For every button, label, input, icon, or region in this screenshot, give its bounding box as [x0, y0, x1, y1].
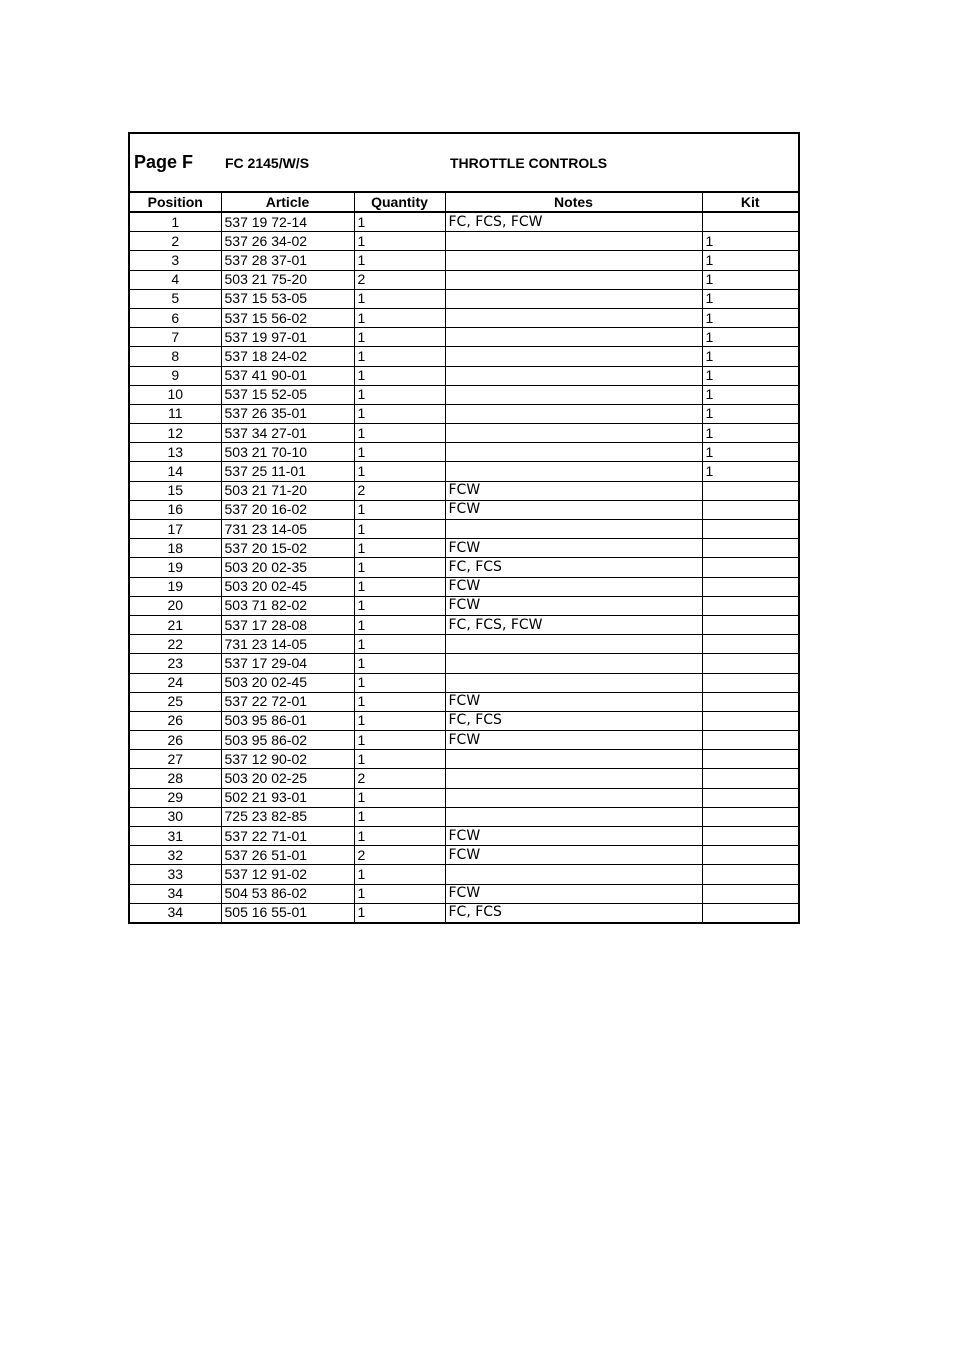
table-row [130, 807, 798, 826]
cell-article: 537 20 16-02 [221, 500, 354, 519]
table-row [130, 404, 798, 423]
table-row [130, 289, 798, 308]
cell-article: 537 19 97-01 [221, 328, 354, 347]
cell-kit [702, 500, 798, 519]
cell-kit [702, 654, 798, 673]
cell-article: 731 23 14-05 [221, 635, 354, 654]
cell-kit [702, 788, 798, 807]
table-row [130, 308, 798, 327]
cell-notes [445, 769, 702, 788]
parts-table-body [130, 212, 798, 922]
cell-kit [702, 865, 798, 884]
cell-position: 15 [130, 481, 221, 500]
cell-notes [445, 673, 702, 692]
cell-article: 503 21 71-20 [221, 481, 354, 500]
cell-quantity: 1 [354, 884, 445, 903]
cell-quantity: 1 [354, 308, 445, 327]
table-header-row [130, 193, 798, 212]
cell-position: 5 [130, 289, 221, 308]
cell-article: 537 41 90-01 [221, 366, 354, 385]
cell-notes [445, 807, 702, 826]
cell-kit [702, 827, 798, 846]
cell-position: 19 [130, 558, 221, 577]
cell-notes [445, 865, 702, 884]
table-row [130, 558, 798, 577]
cell-article: 537 26 51-01 [221, 846, 354, 865]
table-row [130, 232, 798, 251]
cell-article: 537 25 11-01 [221, 462, 354, 481]
cell-quantity: 2 [354, 270, 445, 289]
table-row [130, 615, 798, 634]
cell-notes [445, 635, 702, 654]
cell-position: 23 [130, 654, 221, 673]
cell-kit: 1 [702, 328, 798, 347]
cell-kit [702, 750, 798, 769]
cell-article: 537 15 56-02 [221, 308, 354, 327]
cell-quantity: 1 [354, 462, 445, 481]
cell-notes [445, 289, 702, 308]
cell-kit [702, 558, 798, 577]
cell-kit [702, 577, 798, 596]
cell-quantity: 1 [354, 750, 445, 769]
cell-kit: 1 [702, 462, 798, 481]
table-row [130, 366, 798, 385]
column-header-quantity: Quantity [354, 193, 445, 212]
cell-position: 12 [130, 424, 221, 443]
model-label: FC 2145/W/S [225, 155, 310, 171]
cell-article: 537 17 28-08 [221, 615, 354, 634]
table-row [130, 750, 798, 769]
cell-kit [702, 711, 798, 730]
cell-position: 13 [130, 443, 221, 462]
table-row [130, 865, 798, 884]
cell-notes [445, 366, 702, 385]
table-row [130, 462, 798, 481]
cell-article: 537 15 52-05 [221, 385, 354, 404]
cell-position: 32 [130, 846, 221, 865]
cell-kit [702, 481, 798, 500]
cell-position: 2 [130, 232, 221, 251]
cell-kit [702, 673, 798, 692]
cell-article: 537 34 27-01 [221, 424, 354, 443]
cell-quantity: 1 [354, 788, 445, 807]
cell-article: 537 17 29-04 [221, 654, 354, 673]
table-row [130, 251, 798, 270]
column-header-article: Article [221, 193, 354, 212]
table-row [130, 577, 798, 596]
cell-quantity: 1 [354, 500, 445, 519]
parts-table [130, 193, 798, 922]
cell-kit: 1 [702, 270, 798, 289]
cell-quantity: 1 [354, 635, 445, 654]
cell-position: 22 [130, 635, 221, 654]
cell-position: 6 [130, 308, 221, 327]
cell-article: 537 12 91-02 [221, 865, 354, 884]
table-row [130, 903, 798, 922]
cell-position: 25 [130, 692, 221, 711]
cell-position: 33 [130, 865, 221, 884]
cell-kit: 1 [702, 232, 798, 251]
cell-position: 31 [130, 827, 221, 846]
cell-notes: FCW [445, 500, 702, 519]
cell-article: 537 26 35-01 [221, 404, 354, 423]
table-row [130, 443, 798, 462]
cell-notes: FCW [445, 539, 702, 558]
cell-position: 19 [130, 577, 221, 596]
cell-kit: 1 [702, 404, 798, 423]
cell-quantity: 1 [354, 328, 445, 347]
table-row [130, 500, 798, 519]
cell-position: 34 [130, 903, 221, 922]
cell-kit [702, 539, 798, 558]
cell-position: 3 [130, 251, 221, 270]
page-label: Page F [134, 152, 194, 172]
cell-quantity: 2 [354, 846, 445, 865]
cell-article: 537 22 72-01 [221, 692, 354, 711]
cell-kit: 1 [702, 424, 798, 443]
table-row [130, 520, 798, 539]
cell-position: 18 [130, 539, 221, 558]
cell-position: 4 [130, 270, 221, 289]
parts-list-sheet [128, 132, 800, 924]
cell-kit [702, 635, 798, 654]
cell-article: 503 20 02-35 [221, 558, 354, 577]
cell-quantity: 1 [354, 251, 445, 270]
column-header-position: Position [130, 193, 221, 212]
cell-quantity: 2 [354, 481, 445, 500]
cell-article: 503 21 70-10 [221, 443, 354, 462]
table-row [130, 328, 798, 347]
cell-quantity: 1 [354, 865, 445, 884]
table-row [130, 769, 798, 788]
cell-kit [702, 846, 798, 865]
cell-position: 1 [130, 212, 221, 232]
cell-kit: 1 [702, 347, 798, 366]
cell-article: 504 53 86-02 [221, 884, 354, 903]
cell-position: 20 [130, 596, 221, 615]
cell-quantity: 1 [354, 385, 445, 404]
table-row [130, 673, 798, 692]
sheet-header [130, 134, 798, 193]
cell-kit [702, 731, 798, 750]
cell-notes: FC, FCS [445, 903, 702, 922]
table-row [130, 788, 798, 807]
table-row [130, 692, 798, 711]
cell-article: 731 23 14-05 [221, 520, 354, 539]
table-row [130, 635, 798, 654]
cell-quantity: 1 [354, 289, 445, 308]
cell-quantity: 1 [354, 520, 445, 539]
cell-notes [445, 520, 702, 539]
cell-kit [702, 807, 798, 826]
cell-notes [445, 385, 702, 404]
cell-article: 537 20 15-02 [221, 539, 354, 558]
table-row [130, 711, 798, 730]
cell-notes [445, 788, 702, 807]
cell-position: 16 [130, 500, 221, 519]
table-row [130, 481, 798, 500]
cell-position: 14 [130, 462, 221, 481]
cell-notes: FCW [445, 731, 702, 750]
table-row [130, 212, 798, 232]
cell-kit: 1 [702, 308, 798, 327]
table-row [130, 846, 798, 865]
cell-notes [445, 424, 702, 443]
cell-kit [702, 903, 798, 922]
table-row [130, 827, 798, 846]
cell-notes [445, 750, 702, 769]
cell-quantity: 1 [354, 424, 445, 443]
cell-notes: FCW [445, 692, 702, 711]
cell-kit [702, 615, 798, 634]
cell-position: 30 [130, 807, 221, 826]
cell-article: 725 23 82-85 [221, 807, 354, 826]
cell-quantity: 1 [354, 807, 445, 826]
table-row [130, 424, 798, 443]
cell-article: 537 22 71-01 [221, 827, 354, 846]
cell-notes [445, 462, 702, 481]
section-title: THROTTLE CONTROLS [450, 155, 608, 171]
cell-quantity: 1 [354, 654, 445, 673]
cell-article: 503 71 82-02 [221, 596, 354, 615]
cell-kit [702, 596, 798, 615]
cell-notes: FCW [445, 577, 702, 596]
cell-position: 17 [130, 520, 221, 539]
cell-quantity: 1 [354, 539, 445, 558]
cell-notes: FCW [445, 846, 702, 865]
cell-article: 503 20 02-45 [221, 673, 354, 692]
cell-notes: FCW [445, 884, 702, 903]
cell-notes [445, 308, 702, 327]
cell-quantity: 1 [354, 347, 445, 366]
cell-notes: FC, FCS [445, 711, 702, 730]
cell-notes: FCW [445, 481, 702, 500]
cell-position: 21 [130, 615, 221, 634]
cell-quantity: 2 [354, 769, 445, 788]
cell-notes: FC, FCS [445, 558, 702, 577]
table-row [130, 347, 798, 366]
cell-notes: FCW [445, 596, 702, 615]
cell-kit: 1 [702, 289, 798, 308]
cell-position: 7 [130, 328, 221, 347]
cell-notes: FCW [445, 827, 702, 846]
cell-quantity: 1 [354, 596, 445, 615]
cell-article: 503 21 75-20 [221, 270, 354, 289]
cell-position: 28 [130, 769, 221, 788]
cell-position: 26 [130, 731, 221, 750]
cell-article: 537 18 24-02 [221, 347, 354, 366]
cell-notes: FC, FCS, FCW [445, 615, 702, 634]
cell-notes [445, 328, 702, 347]
cell-article: 503 20 02-45 [221, 577, 354, 596]
table-row [130, 596, 798, 615]
table-row [130, 385, 798, 404]
cell-quantity: 1 [354, 711, 445, 730]
table-row [130, 731, 798, 750]
cell-notes [445, 654, 702, 673]
cell-kit: 1 [702, 251, 798, 270]
cell-article: 502 21 93-01 [221, 788, 354, 807]
cell-notes [445, 347, 702, 366]
cell-quantity: 1 [354, 558, 445, 577]
cell-article: 537 15 53-05 [221, 289, 354, 308]
table-row [130, 654, 798, 673]
cell-position: 9 [130, 366, 221, 385]
cell-position: 34 [130, 884, 221, 903]
cell-article: 537 19 72-14 [221, 212, 354, 232]
table-row [130, 884, 798, 903]
cell-quantity: 1 [354, 443, 445, 462]
cell-quantity: 1 [354, 673, 445, 692]
cell-quantity: 1 [354, 232, 445, 251]
cell-position: 11 [130, 404, 221, 423]
cell-kit: 1 [702, 385, 798, 404]
cell-notes [445, 270, 702, 289]
cell-kit [702, 212, 798, 232]
cell-article: 537 12 90-02 [221, 750, 354, 769]
cell-quantity: 1 [354, 903, 445, 922]
cell-quantity: 1 [354, 615, 445, 634]
cell-position: 26 [130, 711, 221, 730]
table-row [130, 270, 798, 289]
cell-article: 537 28 37-01 [221, 251, 354, 270]
cell-quantity: 1 [354, 692, 445, 711]
cell-position: 29 [130, 788, 221, 807]
cell-quantity: 1 [354, 827, 445, 846]
cell-article: 503 95 86-02 [221, 731, 354, 750]
cell-quantity: 1 [354, 366, 445, 385]
cell-kit: 1 [702, 443, 798, 462]
cell-kit [702, 692, 798, 711]
cell-position: 27 [130, 750, 221, 769]
table-row [130, 539, 798, 558]
cell-notes [445, 443, 702, 462]
cell-article: 505 16 55-01 [221, 903, 354, 922]
cell-kit [702, 769, 798, 788]
cell-quantity: 1 [354, 731, 445, 750]
cell-quantity: 1 [354, 404, 445, 423]
cell-kit: 1 [702, 366, 798, 385]
cell-position: 10 [130, 385, 221, 404]
cell-kit [702, 884, 798, 903]
cell-article: 537 26 34-02 [221, 232, 354, 251]
cell-article: 503 95 86-01 [221, 711, 354, 730]
cell-notes [445, 232, 702, 251]
cell-notes [445, 251, 702, 270]
cell-notes: FC, FCS, FCW [445, 212, 702, 232]
cell-notes [445, 404, 702, 423]
cell-position: 24 [130, 673, 221, 692]
cell-kit [702, 520, 798, 539]
column-header-notes: Notes [445, 193, 702, 212]
cell-article: 503 20 02-25 [221, 769, 354, 788]
cell-position: 8 [130, 347, 221, 366]
column-header-kit: Kit [702, 193, 798, 212]
cell-quantity: 1 [354, 577, 445, 596]
cell-quantity: 1 [354, 212, 445, 232]
